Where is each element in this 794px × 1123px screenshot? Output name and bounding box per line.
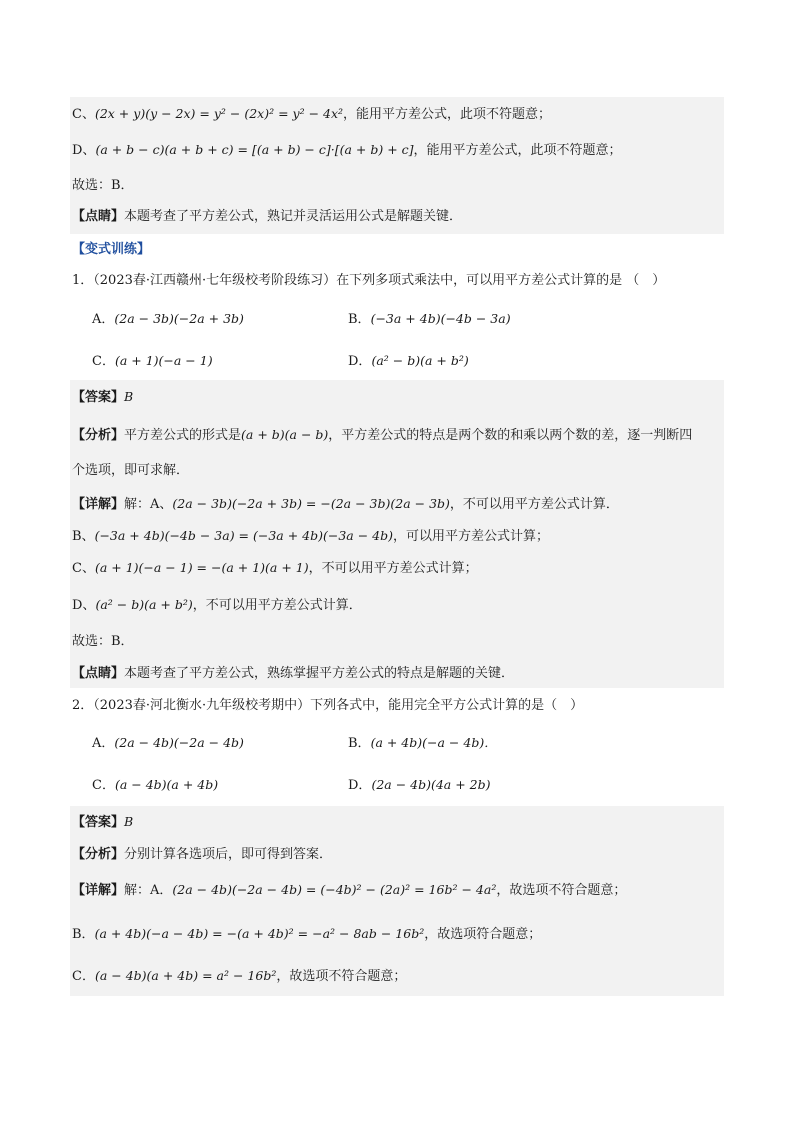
q1-detail-d-pre: D、: [72, 598, 96, 613]
q1-option-a-math: (2a − 3b)(−2a + 3b): [114, 311, 244, 326]
q1-option-b-math: (−3a + 4b)(−4b − 3a): [370, 311, 511, 326]
q1-detail-a-line: [72, 494, 619, 515]
prev-point-line: [72, 207, 462, 227]
q1-option-a-label: A．: [92, 312, 115, 327]
q2-detail-a-math: (2a − 4b)(−2a − 4b) = (−4b)² − (2a)² = 16b² − 4a²: [172, 882, 497, 897]
q2-option-a-label: A．: [92, 736, 115, 751]
q1-detail-b-math: (−3a + 4b)(−4b − 3a) = (−3a + 4b)(−3a − 4b): [94, 528, 394, 543]
q1-analysis-line2: 个选项，即可求解．: [72, 463, 190, 478]
q1-choice: 故选：B．: [72, 634, 134, 649]
q2-option-c-label: C．: [92, 778, 115, 793]
section-title: 【变式训练】: [72, 242, 151, 257]
q2-answer-value: B: [124, 814, 134, 829]
prev-c-math: (2x + y)(y − 2x) = y² − (2x)² = y² − 4x²: [94, 106, 344, 121]
q1-answer-value: B: [124, 389, 134, 404]
q2-analysis-text: 分别计算各选项后，即可得到答案．: [124, 847, 333, 862]
q1-option-c-math: (a + 1)(−a − 1): [114, 353, 213, 368]
q1-detail-b-post: ，可以用平方差公式计算；: [393, 529, 550, 544]
q2-detail-c-post: ，故选项不符合题意；: [276, 969, 407, 984]
q2-answer-label: 【答案】: [72, 815, 125, 830]
q1-point-text: 本题考查了平方差公式，熟练掌握平方差公式的特点是解题的关键．: [124, 666, 515, 681]
q1-analysis-post: ，平方差公式的特点是两个数的和乘以两个数的差，逐一判断四: [328, 428, 693, 443]
q2-option-a-math: (2a − 4b)(−2a − 4b): [114, 735, 244, 750]
q1-detail-c-line: [72, 558, 478, 579]
q2-detail-b-math: (a + 4b)(−a − 4b) = −(a + 4b)² = −a² − 8ab − 16b²: [94, 926, 425, 941]
q2-detail-label: 【详解】: [72, 883, 125, 898]
q2-option-d: [348, 775, 491, 796]
q1-option-d: [348, 351, 469, 372]
q2-option-b-label: B．: [348, 736, 371, 751]
prev-c-text: ，能用平方差公式，此项不符题意；: [343, 107, 552, 122]
q2-analysis-line: [72, 845, 332, 865]
q2-detail-c-line: [72, 966, 406, 987]
q1-answer-label: 【答案】: [72, 390, 125, 405]
prev-d-math: (a + b − c)(a + b + c) = [(a + b) − c]·[(a + b) + c]: [95, 142, 414, 157]
q1-option-c: [92, 351, 213, 372]
q2-detail-b-line: [72, 924, 541, 945]
q1-analysis-pre: 平方差公式的形式是: [124, 428, 242, 443]
prev-option-c-line: [72, 104, 551, 125]
q2-detail-b-post: ，故选项符合题意；: [424, 927, 542, 942]
q2-option-a: [92, 733, 244, 754]
q1-detail-d-math: (a² − b)(a + b²): [95, 597, 193, 612]
prev-point-text: 本题考查了平方差公式，熟记并灵活运用公式是解题关键．: [124, 209, 463, 224]
q1-detail-c-pre: C、: [72, 561, 95, 576]
q1-option-b: [348, 309, 511, 330]
q2-option-b: [348, 733, 497, 754]
q1-analysis-line: [72, 425, 692, 446]
q1-answer-line: [72, 387, 133, 408]
q2-detail-a-post: ，故选项不符合题意；: [496, 883, 627, 898]
q1-option-a: [92, 309, 244, 330]
q1-point-label: 【点睛】: [72, 666, 125, 681]
q1-detail-d-line: [72, 595, 362, 616]
q2-option-c-math: (a − 4b)(a + 4b): [114, 777, 219, 792]
q1-detail-label: 【详解】: [72, 497, 125, 512]
q2-option-c: [92, 775, 218, 796]
q1-option-c-label: C．: [92, 354, 115, 369]
q1-detail-c-post: ，不可以用平方差公式计算；: [308, 561, 478, 576]
q2-stem: 2．（2023春·河北衡水·九年级校考期中）下列各式中，能用完全平方公式计算的是（ ）: [72, 698, 584, 713]
q2-detail-a-line: [72, 880, 626, 901]
q1-detail-d-post: ，不可以用平方差公式计算．: [192, 598, 362, 613]
prev-d-prefix: D、: [72, 143, 96, 158]
q2-detail-c-math: (a − 4b)(a + 4b) = a² − 16b²: [94, 968, 277, 983]
q1-detail-a-post: ，不可以用平方差公式计算．: [449, 497, 619, 512]
q1-detail-c-math: (a + 1)(−a − 1) = −(a + 1)(a + 1): [94, 560, 309, 575]
q2-option-b-math: (a + 4b)(−a − 4b)．: [370, 735, 497, 750]
prev-c-prefix: C、: [72, 107, 95, 122]
q1-analysis-label: 【分析】: [72, 428, 125, 443]
q2-answer-line: [72, 812, 133, 833]
q1-detail-a-pre: 解：A、: [124, 497, 173, 512]
q2-option-d-label: D．: [348, 778, 372, 793]
q1-analysis-math: (a + b)(a − b): [241, 427, 329, 442]
q2-detail-a-pre: 解：A．: [124, 883, 173, 898]
q2-option-d-math: (2a − 4b)(4a + 2b): [371, 777, 491, 792]
q1-option-d-math: (a² − b)(a + b²): [371, 353, 469, 368]
prev-option-d-line: [72, 140, 622, 161]
prev-d-text: ，能用平方差公式，此项不符题意；: [413, 143, 622, 158]
q1-option-d-label: D．: [348, 354, 372, 369]
q2-analysis-label: 【分析】: [72, 847, 125, 862]
q1-option-b-label: B．: [348, 312, 371, 327]
q1-stem: 1．（2023春·江西赣州·七年级校考阶段练习）在下列多项式乘法中，可以用平方差公式计算的是 （ ）: [72, 273, 666, 288]
q1-point-line: [72, 664, 514, 684]
q1-detail-a-math: (2a − 3b)(−2a + 3b) = −(2a − 3b)(2a − 3b): [172, 496, 450, 511]
q1-detail-b-pre: B、: [72, 529, 95, 544]
prev-choice: 故选：B．: [72, 178, 134, 193]
q1-detail-b-line: [72, 526, 549, 547]
prev-point-label: 【点睛】: [72, 209, 125, 224]
q2-detail-b-pre: B．: [72, 927, 95, 942]
q2-detail-c-pre: C．: [72, 969, 95, 984]
